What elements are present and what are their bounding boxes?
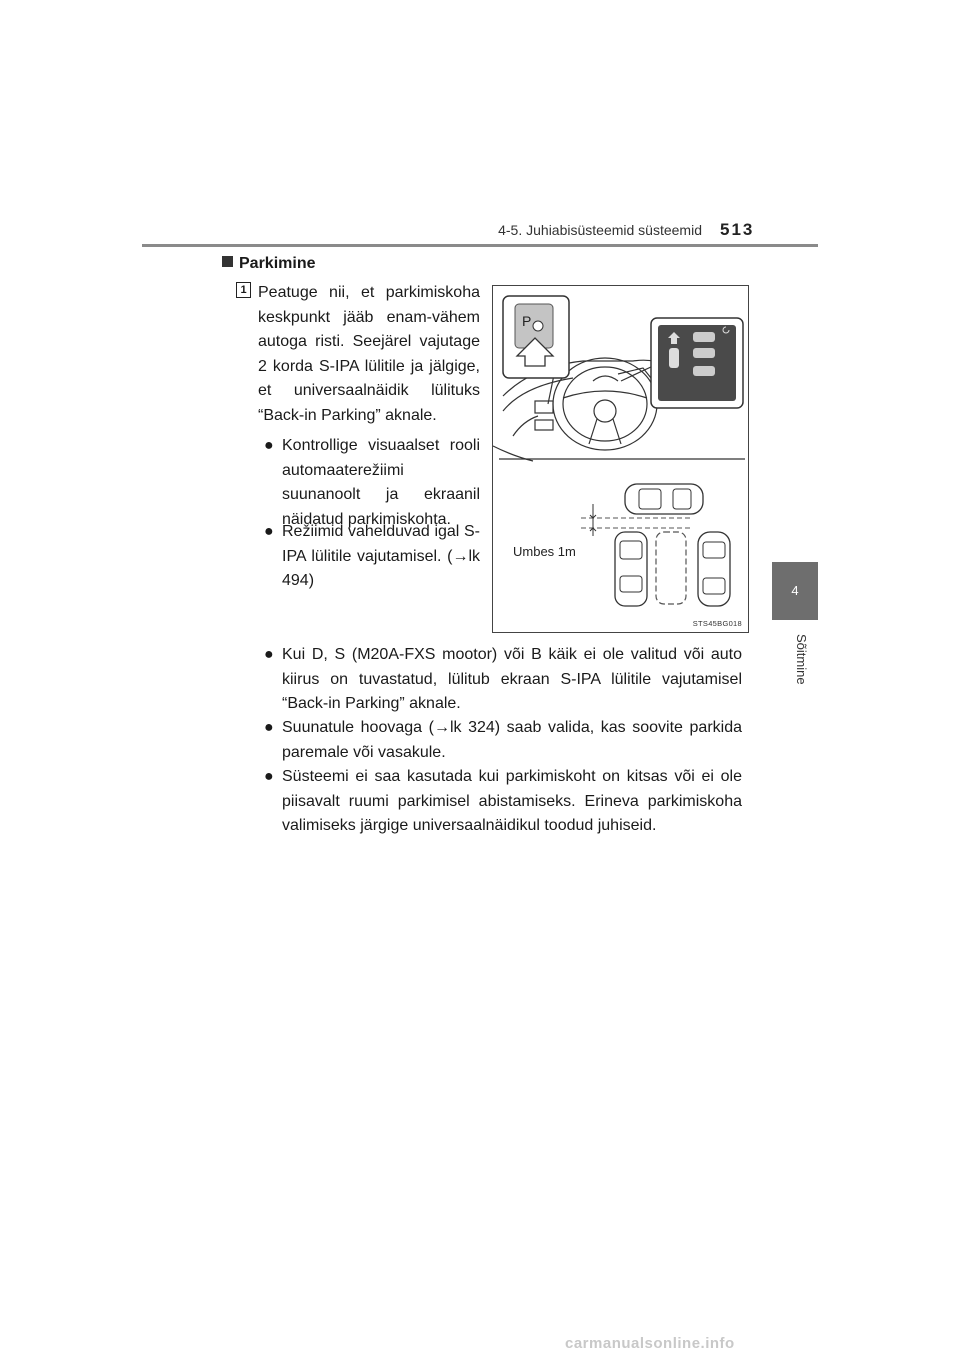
chapter-label: Sõitmine (794, 634, 809, 685)
header-divider (142, 244, 818, 247)
bullet-text: Kui D, S (M20A-FXS mootor) või B käik ei ole valitud või auto kiirus on tuvastatud, lülitub ekraan S-IPA lülitile vajutamisel “Back-in Parking” aknale. (282, 646, 742, 713)
bullet-icon: ● (264, 768, 274, 785)
page-number: 513 (720, 220, 755, 239)
bullet-icon: ● (264, 719, 274, 736)
bullet-icon: ● (264, 523, 274, 540)
step-number-badge: 1 (236, 282, 251, 298)
bullet-icon: ● (264, 646, 274, 663)
list-item (264, 716, 742, 765)
bullet-text: Režiimid vahelduvad igal S-IPA lülitile vajutamisel. (→lk 494) (282, 523, 480, 590)
distance-label: Umbes 1m (513, 544, 576, 559)
list-item (264, 765, 742, 839)
bullet-icon: ● (264, 437, 274, 454)
bullet-text: Suunatule hoovaga (→lk 324) saab valida, kas soovite parkida paremale või vasakule. (282, 719, 742, 761)
section-title-text: Parkimine (239, 255, 316, 272)
watermark: carmanualsonline.info (565, 1335, 735, 1352)
list-item (264, 643, 742, 717)
list-item (264, 434, 480, 532)
section-title (222, 255, 315, 273)
section-square-icon (222, 256, 233, 267)
parking-illustration (492, 285, 749, 633)
display-callout (621, 318, 743, 408)
bullet-text: Kontrollige visuaalset rooli automaaterežiimi suunanoolt ja ekraanil näidatud parkimiskohta. (282, 437, 480, 528)
figure-code: STS45BG018 (692, 619, 742, 628)
running-header-section: 4-5. Juhiabisüsteemid süsteemid (498, 222, 702, 238)
parked-car-right (698, 532, 730, 606)
chapter-tab: 4 (772, 562, 818, 620)
step-text: Peatuge nii, et parkimiskoha keskpunkt jääb enam-vähem autoga risti. Seejärel vajutage 2 korda S-IPA lülitile ja jälgige, et universaalnäidik lülituks “Back-in Parking” aknale. (258, 284, 480, 424)
illustration-drawing (493, 286, 750, 634)
switch-letter: P (522, 313, 532, 329)
parking-scene (581, 484, 730, 606)
list-item (264, 520, 480, 594)
target-parking-space (656, 532, 686, 604)
bullet-text: Süsteemi ei saa kasutada kui parkimiskoht on kitsas või ei ole piisavalt ruumi parkimisel abistamiseks. Erineva parkimiskoha valimiseks järgige universaalnäidikul toodud juhiseid. (282, 768, 742, 835)
